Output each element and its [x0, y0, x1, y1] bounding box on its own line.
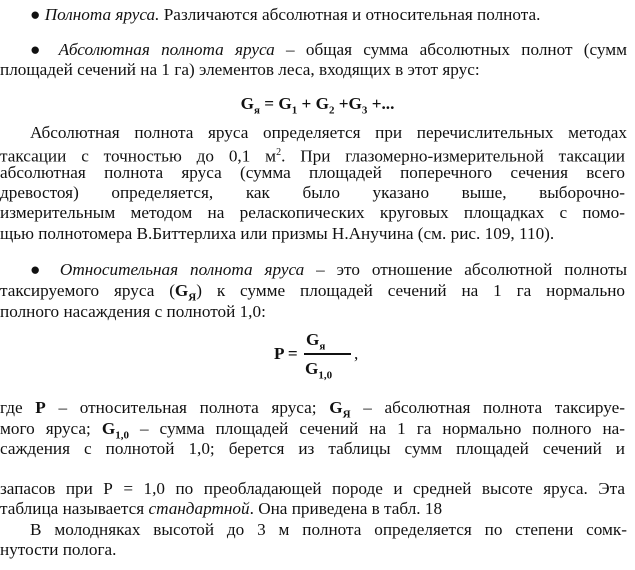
symbol-g: G	[329, 398, 343, 417]
symbol-g: G	[101, 419, 116, 438]
paragraph-6-line-1: запасов при Р = 1,0 по преобладающей породе и средней высоте яруса. Эта	[0, 479, 625, 498]
paragraph-5-text: – абсолютная полнота таксируе-	[350, 398, 625, 417]
paragraph-3-line-1: Абсолютная полнота яруса определяется при перечислительных методах	[30, 123, 627, 142]
symbol-sub: 1,0	[115, 429, 129, 442]
term-fullness-of-tier: Полнота яруса.	[44, 5, 160, 24]
bullet-icon: ●	[30, 5, 41, 24]
paragraph-3-line-5: измерительным методом на реласкопических круговых площадках с помо-	[0, 203, 625, 222]
paragraph-4-line-1	[30, 260, 627, 280]
paragraph-5-text: – сумма площадей сечений на 1 га нормально полного на-	[128, 419, 625, 438]
term-absolute-fullness: Абсолютная полнота яруса	[58, 40, 275, 59]
denominator-sub: 1,0	[318, 369, 333, 382]
formula-comma: ,	[354, 344, 359, 363]
formula-sub: 1	[291, 104, 298, 117]
formula-plus: +	[334, 94, 349, 113]
formula-g3: G	[348, 94, 362, 113]
paragraph-6-line-2	[0, 499, 625, 519]
paragraph-2-line-1	[30, 40, 627, 60]
formula-plus: +	[297, 94, 316, 113]
symbol-sub: Я	[342, 408, 351, 421]
paragraph-2-text: – общая сумма абсолютных полнот (сумм	[274, 40, 628, 59]
formula-tail: +...	[367, 94, 395, 113]
formula-absolute-fullness	[0, 94, 635, 120]
paragraph-5-text: – относительная полнота яруса;	[45, 398, 330, 417]
formula-g1: G	[278, 94, 292, 113]
paragraph-3-text: таксации с точностью до 0,1 м	[0, 146, 277, 166]
formula-eq: =	[259, 94, 279, 113]
paragraph-1-line-1	[30, 5, 627, 25]
formula-sub: 3	[361, 104, 368, 117]
emphasis-standard: стандартной	[148, 499, 250, 518]
paragraph-6-text: таблица называется	[0, 499, 149, 518]
paragraph-5-text: где	[0, 398, 36, 417]
bullet-icon: ●	[30, 260, 48, 279]
paragraph-5-text: мого яруса;	[0, 419, 102, 438]
paragraph-3-line-6: щью полнотомера В.Биттерлиха или призмы Н.Анучина (см. рис. 109, 110).	[0, 224, 555, 243]
paragraph-3-text: . При глазомерно-измерительной таксации	[281, 146, 625, 166]
fraction-bar	[304, 353, 351, 355]
symbol-p: P	[35, 398, 46, 417]
symbol-sub: Я	[188, 291, 197, 304]
term-relative-fullness: Относительная полнота яруса	[59, 260, 305, 279]
paragraph-1-text: Различаются абсолютная и относительная полнота.	[159, 5, 541, 24]
fraction-denominator	[305, 359, 332, 385]
formula-sub: я	[253, 104, 260, 117]
symbol-g: G	[174, 281, 189, 300]
formula-g2: G	[315, 94, 329, 113]
paragraph-4-line-3: полного насаждения с полнотой 1,0:	[0, 302, 266, 321]
paragraph-6-text: . Она приведена в табл. 18	[249, 499, 443, 518]
paragraph-3-line-4: древостоя) определяется, как было указано выше, выборочно-	[0, 183, 625, 202]
paragraph-4-text: ) к сумме площадей сечений на 1 га нормально	[196, 281, 625, 300]
paragraph-4-text: – это отношение абсолютной полноты	[304, 260, 628, 279]
paragraph-2-line-2: площадей сечений на 1 га) элементов леса, входящих в этот ярус:	[0, 60, 480, 79]
paragraph-3-line-3: абсолютная полнота яруса (сумма площадей поперечного сечения всего	[0, 163, 625, 182]
denominator-g: G	[305, 359, 319, 378]
paragraph-4-text: таксируемого яруса (	[0, 281, 175, 300]
superscript: 2	[276, 147, 282, 158]
paragraph-7-line-1: В молодняках высотой до 3 м полнота определяется по степени сомк-	[30, 520, 627, 539]
formula-lhs: P =	[274, 344, 298, 363]
numerator-sub: я	[319, 340, 326, 353]
numerator-g: G	[306, 330, 320, 349]
formula-sub: 2	[328, 104, 335, 117]
bullet-icon: ●	[30, 40, 48, 59]
formula-g: G	[240, 94, 254, 113]
paragraph-5-line-3: саждения с полнотой 1,0; берется из таблицы сумм площадей сечений и	[0, 439, 625, 458]
paragraph-7-line-2: нутости полога.	[0, 540, 117, 559]
